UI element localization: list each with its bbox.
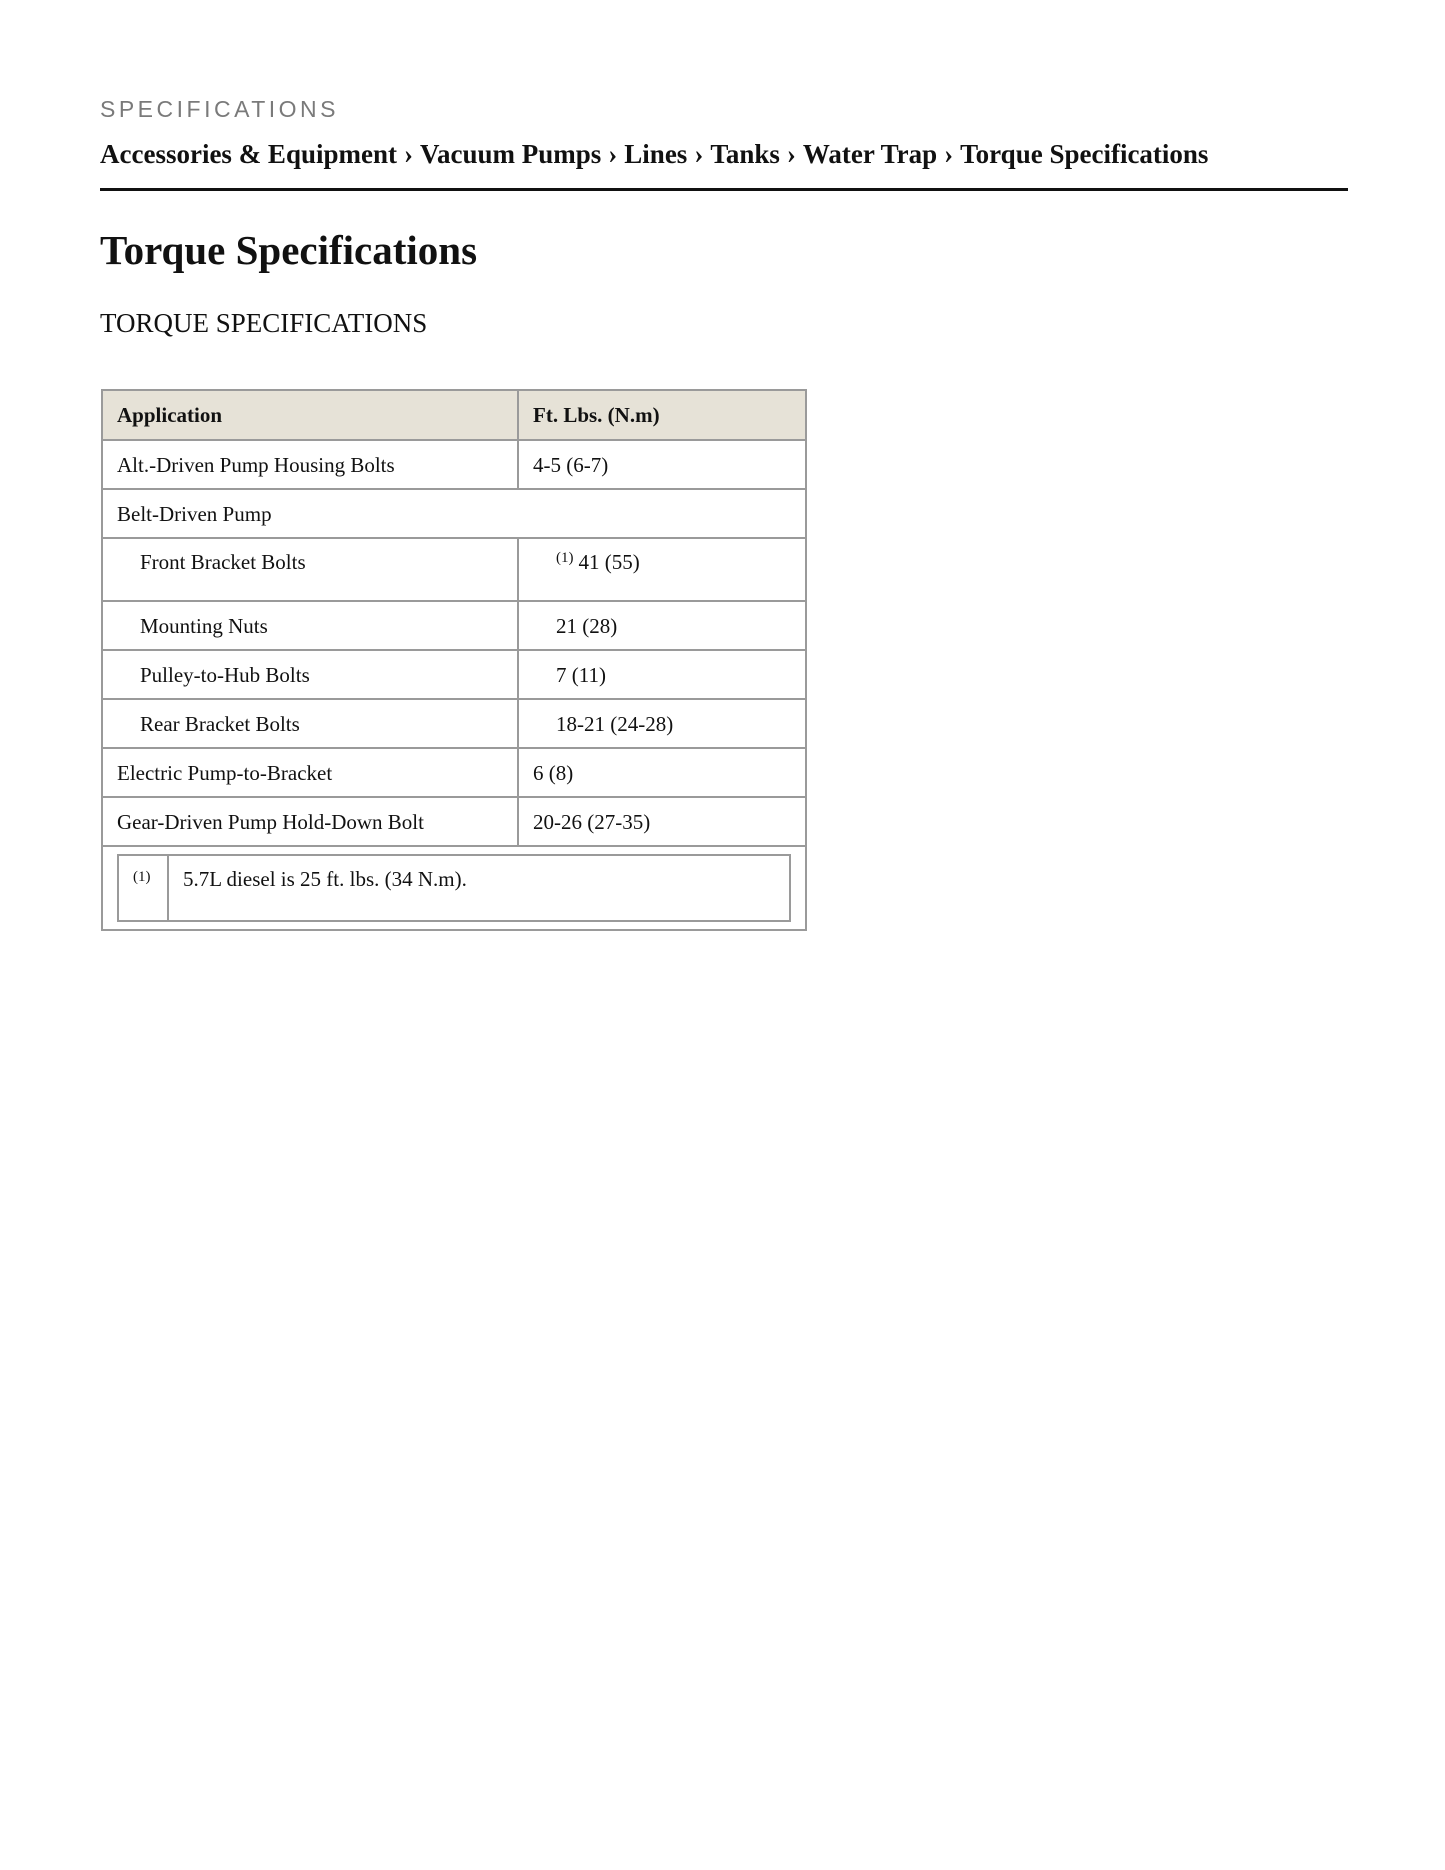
table-row [102,699,806,748]
table-header-row [102,390,806,440]
table-row-group-heading [102,489,806,538]
breadcrumb-separator: › [403,139,413,169]
value-cell [518,538,806,601]
group-heading-cell: Belt-Driven Pump [102,489,806,538]
table-row [102,650,806,699]
notes-cell [102,846,806,930]
table-title: TORQUE SPECIFICATIONS [100,308,428,338]
value-cell: 7 (11) [518,650,806,699]
torque-specifications-table [101,389,807,931]
footnote-mark: (1) [118,855,168,921]
column-header-application: Application [102,390,518,440]
application-cell: Front Bracket Bolts [102,538,518,601]
value-cell: 18-21 (24-28) [518,699,806,748]
breadcrumb-item: Accessories & Equipment [100,139,397,169]
breadcrumb-separator: › [944,139,954,169]
application-cell: Pulley-to-Hub Bolts [102,650,518,699]
breadcrumb-separator: › [694,139,704,169]
section-label: SPECIFICATIONS [100,96,339,122]
table-row [102,601,806,650]
breadcrumb-item: Vacuum Pumps [419,139,602,169]
value-cell: 21 (28) [518,601,806,650]
footnote-row [118,855,790,921]
table-row [102,538,806,601]
footnotes-table [117,854,791,922]
application-cell: Rear Bracket Bolts [102,699,518,748]
breadcrumb-separator: › [608,139,618,169]
table-row [102,748,806,797]
application-cell: Mounting Nuts [102,601,518,650]
value-text: 41 (55) [578,550,640,574]
table-row [102,797,806,846]
page-title: Torque Specifications [100,227,478,273]
value-cell: 4-5 (6-7) [518,440,806,489]
table-notes-row [102,846,806,930]
breadcrumb-separator: › [786,139,796,169]
application-cell: Gear-Driven Pump Hold-Down Bolt [102,797,518,846]
breadcrumb [100,137,1208,171]
footnote-marker: (1) [556,550,574,566]
value-cell: 20-26 (27-35) [518,797,806,846]
header-divider [100,188,1348,191]
breadcrumb-item: Tanks [710,139,780,169]
application-cell: Alt.-Driven Pump Housing Bolts [102,440,518,489]
breadcrumb-item: Torque Specifications [960,139,1209,169]
column-header-value: Ft. Lbs. (N.m) [518,390,806,440]
footnote-text: 5.7L diesel is 25 ft. lbs. (34 N.m). [168,855,790,921]
breadcrumb-item: Lines [624,139,688,169]
table-row [102,440,806,489]
value-cell: 6 (8) [518,748,806,797]
application-cell: Electric Pump-to-Bracket [102,748,518,797]
breadcrumb-item: Water Trap [802,139,938,169]
